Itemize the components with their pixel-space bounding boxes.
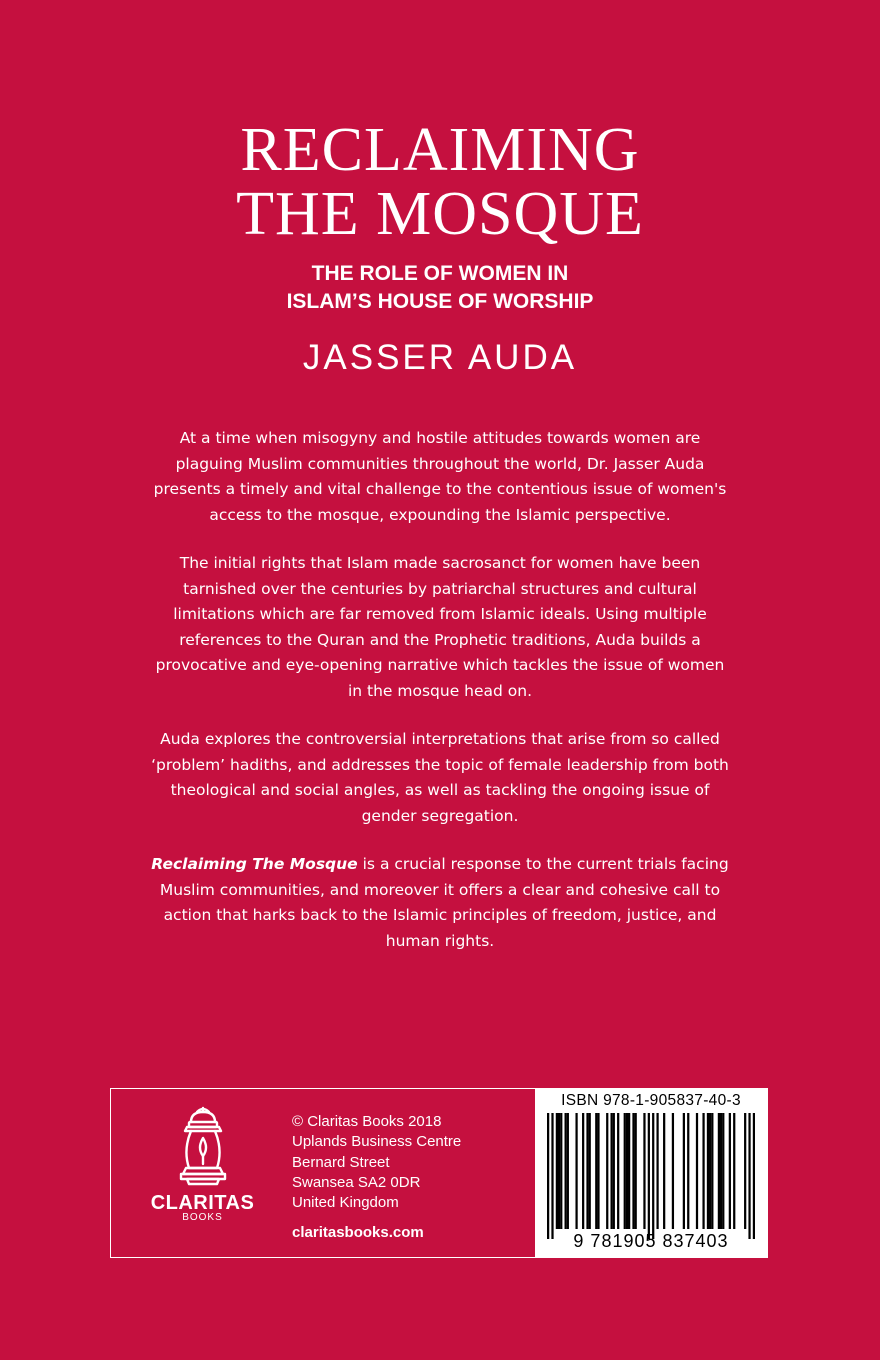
barcode-bar	[696, 1113, 698, 1229]
barcode-bar	[733, 1113, 735, 1229]
barcode-bar	[610, 1113, 612, 1229]
blurb-paragraph-4	[150, 852, 730, 954]
barcode-bar	[595, 1113, 597, 1229]
barcode-bar	[565, 1113, 567, 1229]
blurb-paragraph-1: At a time when misogyny and hostile attitudes towards women are plaguing Muslim communities throughout the world, Dr. Jasser Auda presents a timely and vital challenge to the contentious issue of women's access to the mosque, expounding the Islamic perspective.	[153, 429, 727, 524]
address-line: Swansea SA2 0DR	[292, 1173, 421, 1191]
blurb-paragraph-2: The initial rights that Islam made sacrosanct for women have been tarnished over the centuries by patriarchal structures and cultural limitations which are far removed from Islamic ideals. Using multiple references to the Quran and the Prophetic traditions, Auda builds a provocative and eye-opening narrative which tackles the issue of women in the mosque head on.	[155, 554, 725, 700]
barcode-bar	[687, 1113, 689, 1229]
barcode-bar	[718, 1113, 720, 1229]
subtitle-line-2: ISLAM’S HOUSE OF WORSHIP	[286, 290, 594, 313]
barcode-bar	[702, 1113, 704, 1229]
blurb-paragraph-4-text: is a crucial response to the current trials facing Muslim communities, and moreover it offers a clear and cohesive call to action that harks back to the Islamic principles of freedom, justice, and human rights.	[159, 855, 729, 950]
barcode-bar	[556, 1113, 558, 1229]
barcode-bar	[729, 1113, 731, 1229]
isbn-barcode	[535, 1089, 767, 1257]
barcode-bar	[586, 1113, 588, 1229]
lantern-icon	[173, 1106, 233, 1190]
publisher-website[interactable]: claritasbooks.com	[292, 1224, 424, 1242]
barcode-bar	[709, 1113, 711, 1229]
barcode-bar	[722, 1113, 724, 1229]
barcode-bar	[597, 1113, 599, 1229]
address-line: Bernard Street	[292, 1153, 390, 1171]
barcode-bar	[753, 1113, 755, 1239]
barcode-digits: 9 781905 837403	[573, 1231, 729, 1251]
barcode-bar	[652, 1113, 654, 1239]
address-line: © Claritas Books 2018	[292, 1113, 442, 1130]
subtitle-line-1: THE ROLE OF WOMEN IN	[311, 262, 569, 285]
barcode-bar	[635, 1113, 637, 1229]
publisher-address	[292, 1112, 522, 1244]
barcode-bar	[707, 1113, 709, 1229]
barcode-bar	[632, 1113, 634, 1229]
barcode-bar	[748, 1113, 750, 1239]
isbn-label: ISBN 978-1-905837-40-3	[561, 1092, 741, 1109]
barcode-bar	[628, 1113, 630, 1229]
barcode-bar	[683, 1113, 685, 1229]
barcode-bar	[589, 1113, 591, 1229]
barcode-bar	[606, 1113, 608, 1229]
title-line-1: RECLAIMING	[240, 116, 640, 184]
barcode-bar	[744, 1113, 746, 1229]
blurb	[150, 426, 730, 977]
title-line-2: THE MOSQUE	[236, 180, 644, 248]
barcode-bar	[711, 1113, 713, 1229]
barcode-bar	[547, 1113, 549, 1239]
barcode-bar	[656, 1113, 658, 1229]
address-line: United Kingdom	[292, 1194, 399, 1212]
barcode-bar	[720, 1113, 722, 1229]
barcode-bar	[617, 1113, 619, 1229]
barcode-bar	[672, 1113, 674, 1229]
barcode-bar	[551, 1113, 553, 1239]
barcode-bar	[560, 1113, 562, 1229]
barcode-bar	[624, 1113, 626, 1229]
book-subtitle	[0, 260, 880, 316]
author-name: JASSER AUDA	[302, 338, 578, 377]
barcode-bars	[547, 1113, 755, 1239]
barcode-bar	[648, 1113, 650, 1239]
barcode-bar	[613, 1113, 615, 1229]
barcode-bar	[663, 1113, 665, 1229]
publisher-logo	[140, 1106, 265, 1236]
book-title	[0, 118, 880, 246]
barcode-bar	[558, 1113, 560, 1229]
publisher-logo-sub: BOOKS	[182, 1212, 223, 1223]
barcode-bar	[643, 1113, 645, 1229]
blurb-paragraph-3: Auda explores the controversial interpretations that arise from so called ‘problem’ hadiths, and addresses the topic of female leadership from both theological and social angles, as well as tackling the ongoing issue of gender segregation.	[151, 730, 729, 825]
blurb-title-emphasis: Reclaiming The Mosque	[151, 855, 358, 873]
barcode-bar	[582, 1113, 584, 1229]
publisher-logo-name: CLARITAS	[150, 1192, 255, 1214]
barcode-bar	[626, 1113, 628, 1229]
address-line: Uplands Business Centre	[292, 1133, 462, 1151]
barcode-bar	[567, 1113, 569, 1229]
barcode-bar	[575, 1113, 577, 1229]
